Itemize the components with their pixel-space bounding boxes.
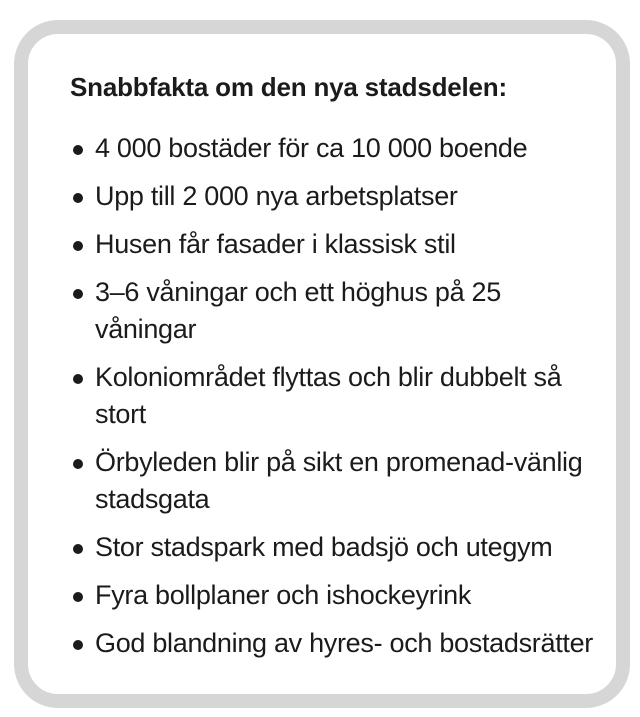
fact-item: 3–6 våningar och ett höghus på 25 våningar <box>70 274 595 348</box>
fact-item: 4 000 bostäder för ca 10 000 boende <box>70 130 595 167</box>
fact-list <box>70 130 595 673</box>
fact-box <box>14 20 630 708</box>
fact-item: Husen får fasader i klassisk stil <box>70 226 595 263</box>
fact-item: Koloniområdet flyttas och blir dubbelt så stort <box>70 359 595 433</box>
fact-box-title: Snabbfakta om den nya stadsdelen: <box>70 72 507 102</box>
fact-item: Stor stadspark med badsjö och utegym <box>70 529 595 566</box>
fact-item: God blandning av hyres- och bostadsrätter <box>70 625 595 662</box>
fact-item: Fyra bollplaner och ishockeyrink <box>70 577 595 614</box>
fact-item: Upp till 2 000 nya arbetsplatser <box>70 178 595 215</box>
fact-item: Örbyleden blir på sikt en promenad-vänlig stadsgata <box>70 444 595 518</box>
